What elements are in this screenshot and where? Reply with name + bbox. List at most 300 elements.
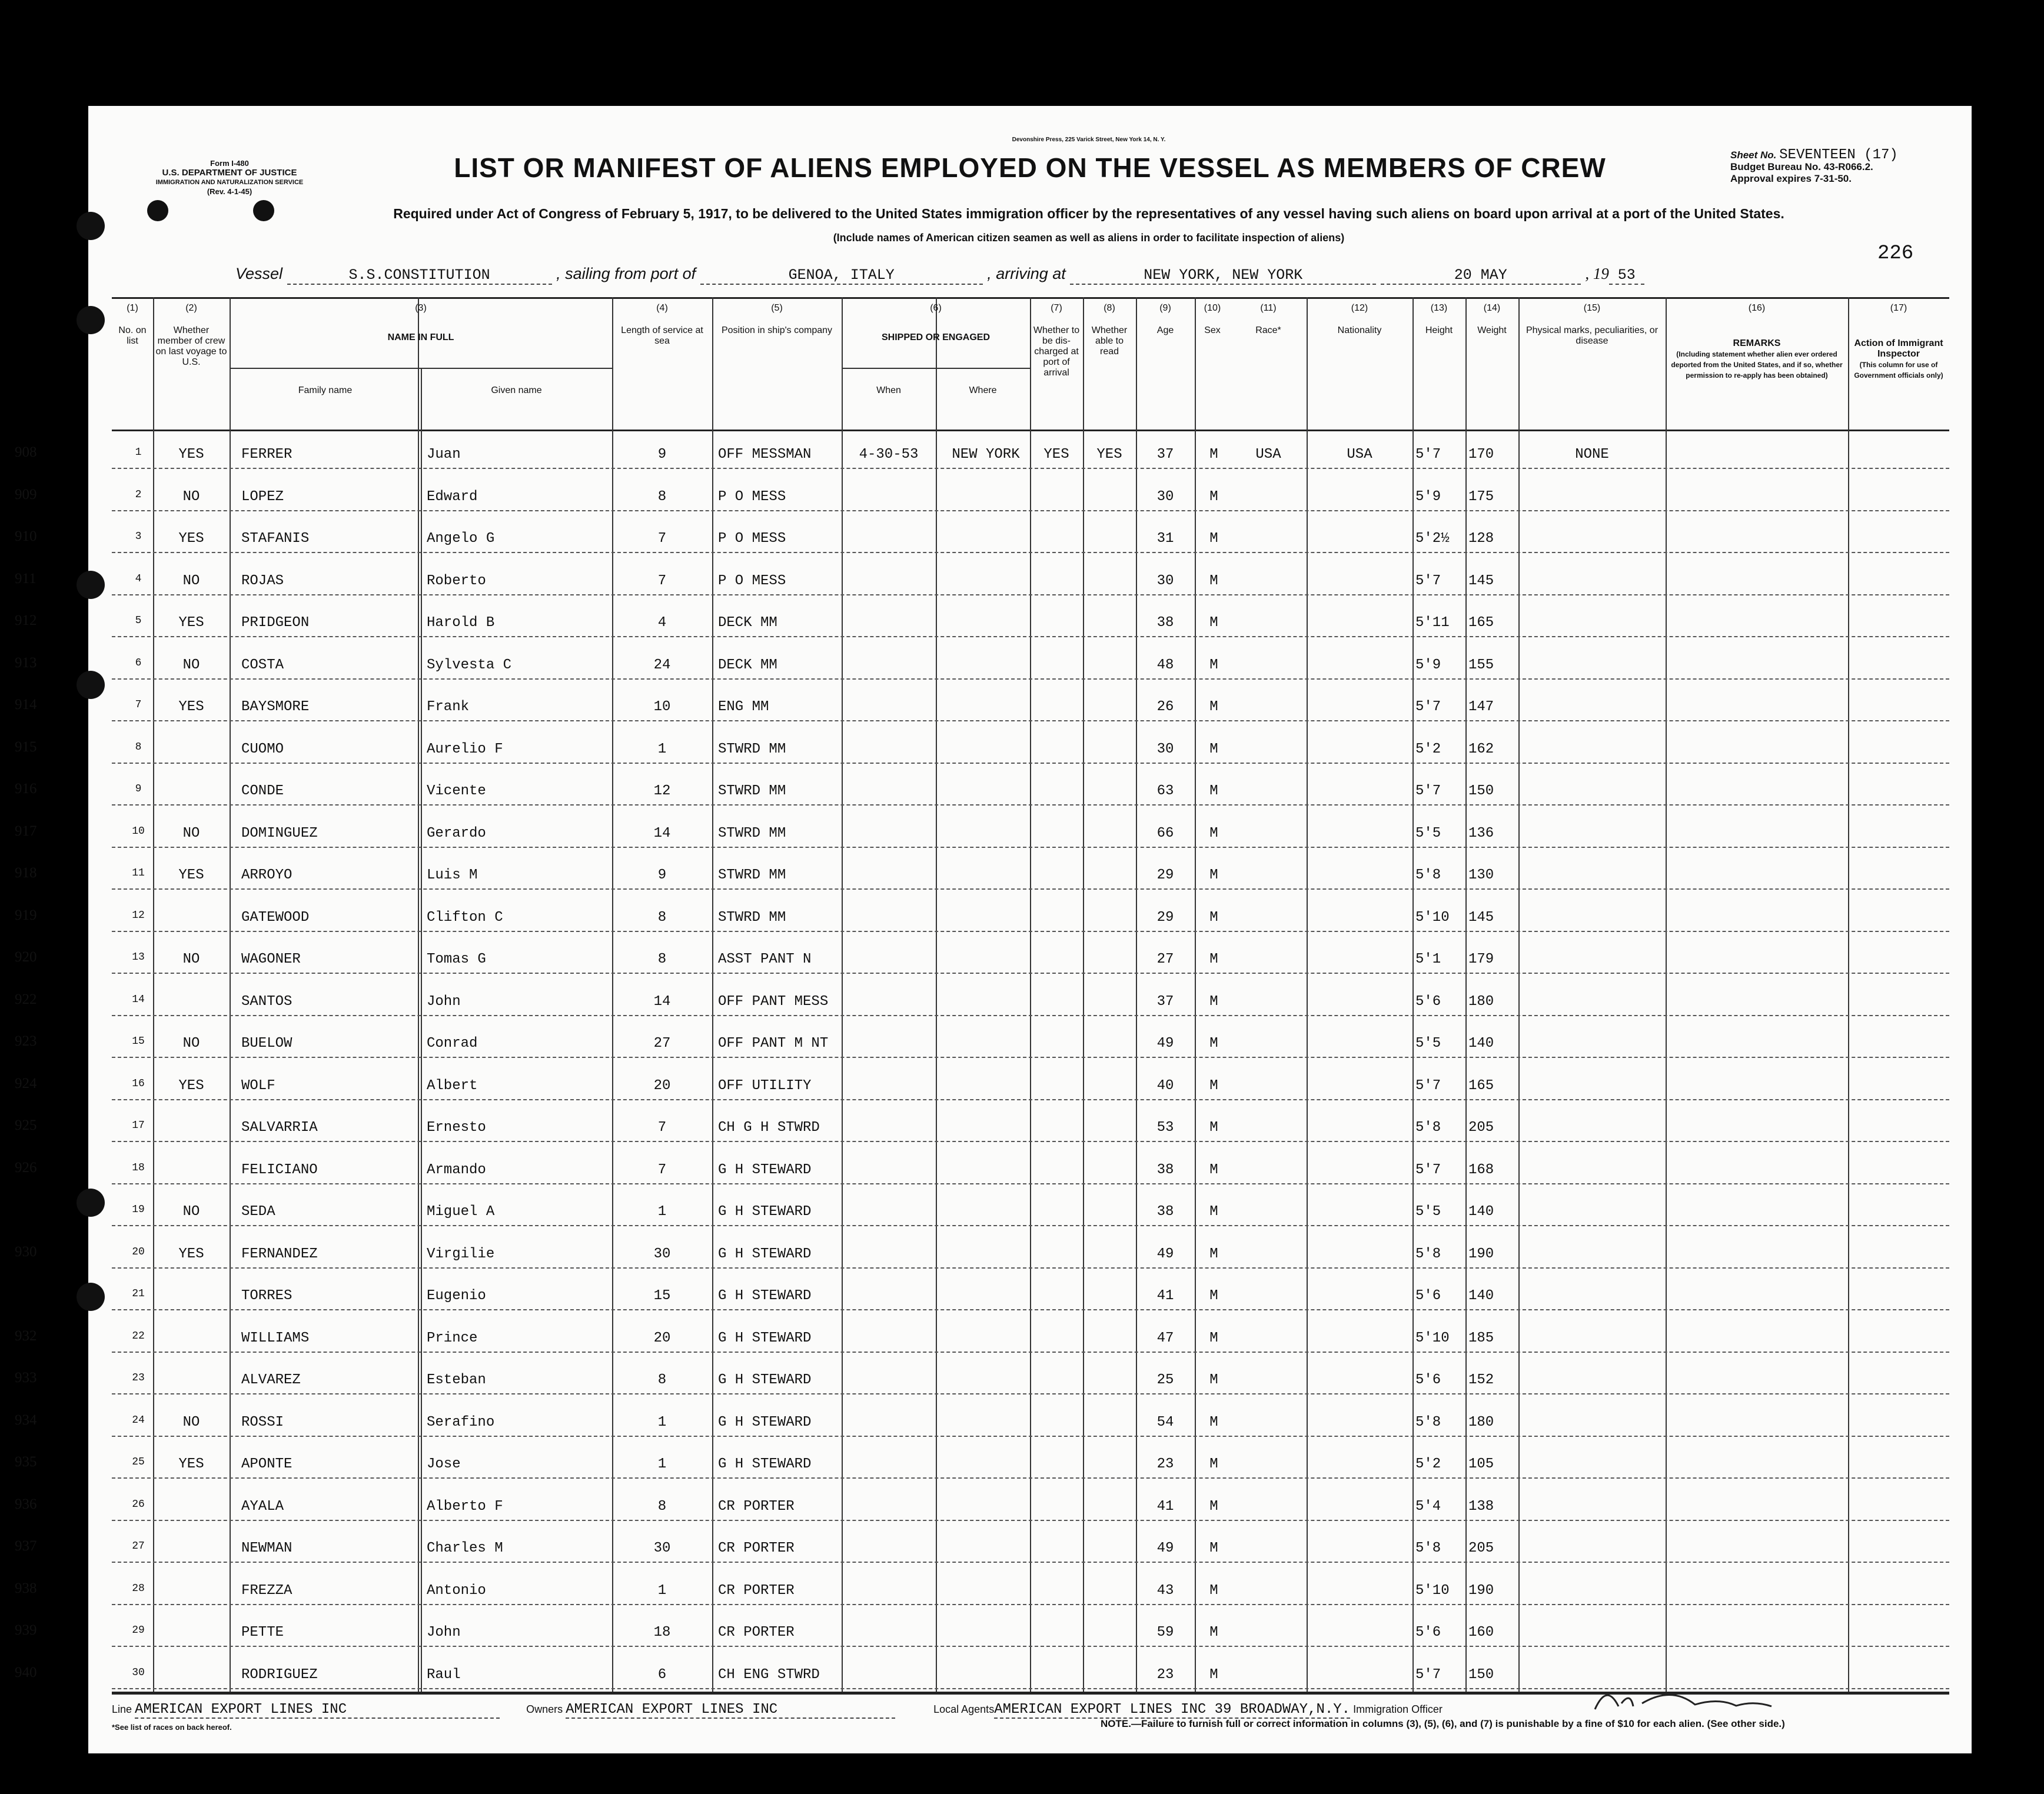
cell-ht: 5'8: [1415, 867, 1441, 883]
cell-prev: NO: [182, 1204, 200, 1220]
cell-age: 43: [1156, 1582, 1174, 1599]
column-number: (8): [1104, 303, 1115, 313]
cell-given: John: [427, 1625, 461, 1640]
manifest-line-number: 920: [15, 949, 37, 965]
cell-ht: 5'7: [1415, 573, 1441, 589]
cell-ht: 5'5: [1415, 825, 1441, 841]
manifest-line-number: 924: [15, 1075, 37, 1091]
cell-given: Angelo G: [427, 531, 495, 547]
cell-prev: NO: [182, 488, 200, 505]
cell-no: 2: [135, 488, 142, 501]
manifest-line-number: 936: [15, 1496, 37, 1512]
manifest-line-number: 939: [15, 1622, 37, 1638]
cell-wt: 150: [1468, 783, 1494, 799]
column-number: (17): [1890, 303, 1907, 313]
cell-pos: P O MESS: [718, 488, 786, 505]
column-header: Nationality: [1337, 325, 1382, 335]
column-header: Whether able to read: [1091, 325, 1128, 357]
cell-no: 5: [135, 615, 142, 627]
cell-sex: M: [1209, 1120, 1218, 1136]
cell-family: NEWMAN: [241, 1540, 293, 1556]
cell-age: 23: [1156, 1456, 1174, 1472]
cell-ht: 5'2: [1415, 1456, 1441, 1472]
cell-svc: 7: [657, 531, 667, 547]
column-number: (7): [1051, 303, 1062, 313]
cell-family: PRIDGEON: [241, 615, 310, 631]
cell-pos: G H STEWARD: [718, 1161, 812, 1178]
table-row: [15, 1485, 1949, 1526]
cell-sex: M: [1209, 1540, 1218, 1556]
cell-sex: M: [1209, 1372, 1218, 1388]
punch-hole: [77, 212, 105, 240]
cell-sex: M: [1209, 783, 1218, 799]
cell-sex: M: [1209, 993, 1218, 1010]
cell-family: GATEWOOD: [241, 909, 310, 926]
cell-age: 37: [1156, 993, 1174, 1010]
cell-svc: 12: [653, 783, 671, 799]
cell-family: FERNANDEZ: [241, 1246, 318, 1262]
cell-age: 38: [1156, 1204, 1174, 1220]
cell-when: 4-30-53: [859, 447, 919, 462]
cell-sex: M: [1209, 825, 1218, 841]
manifest-line-number: 917: [15, 823, 37, 839]
column-number: (10): [1204, 303, 1221, 313]
cell-svc: 7: [657, 1120, 667, 1136]
crew-table: [15, 297, 1949, 1692]
manifest-line-number: 938: [15, 1580, 37, 1596]
column-number: (6): [930, 303, 942, 313]
table-row: [15, 1064, 1949, 1105]
cell-no: 29: [132, 1625, 145, 1636]
cell-pos: P O MESS: [718, 573, 786, 589]
arrival-field: NEW YORK, NEW YORK: [1070, 267, 1376, 285]
manifest-line-number: 926: [15, 1159, 37, 1176]
cell-pos: CH G H STWRD: [718, 1120, 820, 1136]
cell-marks: NONE: [1575, 447, 1609, 462]
cell-wt: 147: [1468, 699, 1494, 715]
cell-no: 17: [132, 1120, 145, 1131]
column-header: Sex: [1204, 325, 1221, 335]
cell-sex: M: [1209, 909, 1218, 926]
cell-prev: YES: [178, 1077, 204, 1094]
cell-given: Prince: [427, 1330, 478, 1346]
column-number: (4): [656, 303, 668, 313]
statute-notice: Required under Act of Congress of February 5, 1917, to be delivered to the United States immigration officer by the representatives of any vessel having such aliens on board upon arrival at a port of the United States.: [393, 206, 1784, 221]
cell-prev: NO: [182, 1414, 200, 1430]
cell-age: 40: [1156, 1077, 1174, 1094]
column-number: (2): [185, 303, 197, 313]
cell-wt: 162: [1468, 741, 1494, 757]
column-number: (1): [127, 303, 138, 313]
footer-line: Line AMERICAN EXPORT LINES INC Owners AMERICAN EXPORT LINES INC Local AgentsAMERICAN EXPORT LINES INC 39 BROADWAY,N.Y. Immigration Officer: [112, 1702, 1443, 1718]
cell-wt: 138: [1468, 1498, 1494, 1515]
cell-given: Clifton C: [427, 909, 503, 926]
cell-ht: 5'2½: [1415, 531, 1450, 547]
cell-wt: 179: [1468, 951, 1494, 967]
cell-ht: 5'10: [1415, 909, 1450, 926]
manifest-line-number: 912: [15, 613, 37, 628]
cell-family: FERRER: [241, 447, 293, 462]
cell-wt: 152: [1468, 1372, 1494, 1388]
cell-svc: 24: [653, 657, 671, 673]
punch-hole: [77, 571, 105, 599]
manifest-line-number: 918: [15, 865, 37, 881]
cell-ht: 5'5: [1415, 1036, 1441, 1051]
cell-wt: 145: [1468, 909, 1494, 926]
cell-nat: USA: [1347, 447, 1372, 462]
table-row: [15, 1569, 1949, 1610]
cell-family: WILLIAMS: [241, 1330, 310, 1346]
column-header: NAME IN FULL: [387, 332, 454, 342]
cell-age: 26: [1156, 699, 1174, 715]
cell-family: AYALA: [241, 1498, 284, 1515]
table-row: [15, 475, 1949, 516]
punch-hole: [77, 306, 105, 334]
column-header: Height: [1425, 325, 1453, 335]
cell-prev: YES: [178, 615, 204, 631]
cell-wt: 205: [1468, 1120, 1494, 1136]
cell-given: Tomas G: [427, 951, 486, 967]
cell-wt: 128: [1468, 531, 1494, 547]
cell-family: PETTE: [241, 1625, 284, 1640]
column-header: Weight: [1477, 325, 1507, 335]
table-row: [15, 601, 1949, 642]
table-row: [15, 559, 1949, 600]
cell-wt: 155: [1468, 657, 1494, 673]
cell-no: 21: [132, 1288, 145, 1300]
cell-sex: M: [1209, 1288, 1218, 1304]
cell-wt: 145: [1468, 573, 1494, 589]
cell-given: Conrad: [427, 1036, 478, 1051]
cell-ht: 5'5: [1415, 1204, 1441, 1220]
cell-wt: 130: [1468, 867, 1494, 883]
cell-pos: OFF MESSMAN: [718, 447, 812, 462]
cell-age: 30: [1156, 741, 1174, 757]
cell-family: COSTA: [241, 657, 284, 673]
cell-wt: 140: [1468, 1204, 1494, 1220]
cell-sex: M: [1209, 531, 1218, 547]
manifest-line-number: 913: [15, 654, 37, 671]
cell-pos: DECK MM: [718, 615, 777, 631]
cell-dis: YES: [1043, 447, 1069, 462]
cell-svc: 1: [657, 1204, 667, 1220]
cell-given: Luis M: [427, 867, 478, 883]
cell-no: 18: [132, 1161, 145, 1174]
cell-no: 28: [132, 1582, 145, 1595]
cell-sex: M: [1209, 1077, 1218, 1094]
manifest-line-number: 909: [15, 486, 37, 502]
cell-sex: M: [1209, 1246, 1218, 1262]
cell-pos: G H STEWARD: [718, 1288, 812, 1304]
cell-ht: 5'7: [1415, 1161, 1441, 1178]
cell-ht: 5'7: [1415, 783, 1441, 799]
cell-given: Aurelio F: [427, 741, 503, 757]
cell-sex: M: [1209, 1204, 1218, 1220]
cell-svc: 18: [653, 1625, 671, 1640]
cell-family: ROJAS: [241, 573, 284, 589]
cell-no: 4: [135, 573, 142, 585]
cell-family: WOLF: [241, 1077, 275, 1094]
cell-age: 29: [1156, 867, 1174, 883]
cell-family: CUOMO: [241, 741, 284, 757]
table-row: [15, 811, 1949, 853]
officer-signature: [1589, 1680, 1777, 1721]
cell-wt: 140: [1468, 1288, 1494, 1304]
cell-pos: STWRD MM: [718, 909, 786, 926]
page-title: LIST OR MANIFEST OF ALIENS EMPLOYED ON THE VESSEL AS MEMBERS OF CREW: [454, 152, 1606, 183]
cell-svc: 30: [653, 1540, 671, 1556]
cell-pos: CR PORTER: [718, 1582, 795, 1599]
cell-age: 53: [1156, 1120, 1174, 1136]
cell-no: 26: [132, 1498, 145, 1510]
cell-family: SEDA: [241, 1204, 275, 1220]
column-subheader: Family name: [298, 385, 353, 395]
cell-pos: OFF PANT M NT: [718, 1036, 829, 1051]
column-subheader: Given name: [491, 385, 542, 395]
cell-family: DOMINGUEZ: [241, 825, 318, 841]
column-header: Position in ship's company: [721, 325, 833, 335]
table-row: [15, 1610, 1949, 1652]
cell-ht: 5'7: [1415, 447, 1441, 462]
table-row: [15, 1400, 1949, 1442]
cell-pos: G H STEWARD: [718, 1414, 812, 1430]
cell-pos: G H STEWARD: [718, 1372, 812, 1388]
cell-no: 1: [135, 447, 142, 458]
cell-svc: 7: [657, 573, 667, 589]
cell-family: FREZZA: [241, 1582, 293, 1599]
table-row: [15, 1358, 1949, 1399]
cell-pos: DECK MM: [718, 657, 777, 673]
column-number: (9): [1159, 303, 1171, 313]
manifest-line-number: 916: [15, 781, 37, 797]
cell-svc: 14: [653, 993, 671, 1010]
cell-given: Virgilie: [427, 1246, 495, 1262]
manifest-line-number: 930: [15, 1243, 37, 1260]
cell-age: 38: [1156, 1161, 1174, 1178]
cell-sex: M: [1209, 1625, 1218, 1640]
cell-age: 30: [1156, 488, 1174, 505]
cell-sex: M: [1209, 615, 1218, 631]
cell-pos: OFF PANT MESS: [718, 993, 829, 1010]
table-row: [15, 1106, 1949, 1147]
manifest-line-number: 922: [15, 991, 37, 1007]
cell-family: SANTOS: [241, 993, 293, 1010]
cell-wt: 190: [1468, 1246, 1494, 1262]
manifest-line-number: 934: [15, 1412, 37, 1428]
cell-ht: 5'6: [1415, 1625, 1441, 1640]
printer-imprint: Devonshire Press, 225 Varick Street, New York 14, N. Y.: [1012, 137, 1166, 143]
cell-ht: 5'7: [1415, 1666, 1441, 1683]
cell-ht: 5'6: [1415, 1288, 1441, 1304]
manifest-line-number: 911: [15, 570, 36, 587]
cell-no: 13: [132, 951, 145, 963]
table-row: [15, 1232, 1949, 1273]
cell-svc: 8: [657, 909, 667, 926]
column-header: REMARKS (Including statement whether alien ever ordered deported from the United States, and if so, whether permission to re-apply has been obtained): [1671, 338, 1843, 380]
cell-sex: M: [1209, 447, 1218, 462]
cell-family: STAFANIS: [241, 531, 310, 547]
cell-ht: 5'6: [1415, 993, 1441, 1010]
cell-svc: 1: [657, 741, 667, 757]
column-header: No. on list: [118, 325, 147, 346]
cell-pos: CR PORTER: [718, 1625, 795, 1640]
cell-svc: 9: [657, 447, 667, 462]
table-row: [15, 1526, 1949, 1567]
manifest-line-number: 933: [15, 1370, 37, 1386]
cell-age: 54: [1156, 1414, 1174, 1430]
cell-given: Eugenio: [427, 1288, 486, 1304]
cell-given: Harold B: [427, 615, 495, 631]
cell-given: Charles M: [427, 1540, 503, 1556]
cell-age: 31: [1156, 531, 1174, 547]
cell-no: 15: [132, 1036, 145, 1047]
table-row: [112, 1190, 1949, 1231]
column-header: Age: [1156, 325, 1174, 335]
cell-given: Sylvesta C: [427, 657, 512, 673]
cell-svc: 4: [657, 615, 667, 631]
cell-ht: 5'8: [1415, 1120, 1441, 1136]
cell-svc: 9: [657, 867, 667, 883]
cell-given: Serafino: [427, 1414, 495, 1430]
cell-race: USA: [1255, 447, 1281, 462]
cell-prev: NO: [182, 573, 200, 589]
manifest-line-number: 925: [15, 1117, 37, 1133]
table-row: [15, 937, 1949, 978]
cell-wt: 160: [1468, 1625, 1494, 1640]
cell-pos: CH ENG STWRD: [718, 1666, 820, 1683]
column-number: (13): [1430, 303, 1448, 313]
cell-wt: 175: [1468, 488, 1494, 505]
column-number: (16): [1748, 303, 1766, 313]
cell-no: 11: [132, 867, 145, 879]
cell-no: 27: [132, 1540, 145, 1552]
manifest-line-number: 908: [15, 444, 37, 460]
cell-given: Antonio: [427, 1582, 486, 1599]
column-header: Physical marks, peculiarities, or disease: [1525, 325, 1659, 346]
cell-wt: 190: [1468, 1582, 1494, 1599]
cell-age: 37: [1156, 447, 1174, 462]
cell-family: BUELOW: [241, 1036, 293, 1051]
table-row: [15, 1316, 1949, 1357]
manifest-line-number: 937: [15, 1538, 37, 1554]
cell-age: 38: [1156, 615, 1174, 631]
cell-ht: 5'9: [1415, 488, 1441, 505]
cell-svc: 20: [653, 1330, 671, 1346]
cell-given: Esteban: [427, 1372, 486, 1388]
cell-ht: 5'8: [1415, 1246, 1441, 1262]
voyage-line: Vessel S.S.CONSTITUTION , sailing from port of GENOA, ITALY , arriving at NEW YORK, NEW YORK 20 MAY , 19 53: [235, 265, 1883, 285]
column-header: Race*: [1255, 325, 1281, 335]
cell-wt: 180: [1468, 993, 1494, 1010]
port-field: GENOA, ITALY: [700, 267, 983, 285]
cell-age: 47: [1156, 1330, 1174, 1346]
cell-no: 6: [135, 657, 142, 669]
cell-prev: YES: [178, 1456, 204, 1472]
cell-age: 25: [1156, 1372, 1174, 1388]
cell-read: YES: [1096, 447, 1122, 462]
cell-svc: 10: [653, 699, 671, 715]
cell-ht: 5'10: [1415, 1582, 1450, 1599]
cell-svc: 30: [653, 1246, 671, 1262]
cell-no: 25: [132, 1456, 145, 1468]
punch-hole: [77, 1283, 105, 1311]
penalty-note: NOTE.—Failure to furnish full or correct information in columns (3), (5), (6), and (7) is punishable by a fine of $10 for each alien. (See other side.): [1101, 1718, 1785, 1729]
cell-ht: 5'7: [1415, 1077, 1441, 1094]
cell-given: Alberto F: [427, 1498, 503, 1515]
cell-age: 63: [1156, 783, 1174, 799]
cell-given: Gerardo: [427, 825, 486, 841]
cell-svc: 8: [657, 951, 667, 967]
cell-pos: STWRD MM: [718, 783, 786, 799]
date-field: 20 MAY: [1381, 267, 1581, 285]
manifest-line-number: 915: [15, 738, 37, 755]
cell-svc: 1: [657, 1582, 667, 1599]
table-row: [15, 1021, 1949, 1063]
cell-given: Frank: [427, 699, 470, 715]
table-row: [15, 1148, 1949, 1189]
punch-hole: [77, 671, 105, 699]
cell-no: 20: [132, 1246, 145, 1258]
sheet-info: Sheet No. SEVENTEEN (17) Budget Bureau No. 43-R066.2. Approval expires 7-31-50.: [1730, 147, 1898, 184]
cell-ht: 5'4: [1415, 1498, 1441, 1515]
cell-sex: M: [1209, 1330, 1218, 1346]
cell-no: 24: [132, 1414, 145, 1426]
cell-svc: 14: [653, 825, 671, 841]
cell-ht: 5'8: [1415, 1414, 1441, 1430]
cell-ht: 5'6: [1415, 1372, 1441, 1388]
table-row: [15, 517, 1949, 558]
cell-where: NEW YORK: [952, 447, 1020, 462]
cell-pos: ASST PANT N: [718, 951, 812, 967]
cell-prev: NO: [182, 657, 200, 673]
cell-pos: G H STEWARD: [718, 1246, 812, 1262]
cell-wt: 170: [1468, 447, 1494, 462]
cell-svc: 15: [653, 1288, 671, 1304]
cell-wt: 136: [1468, 825, 1494, 841]
cell-age: 66: [1156, 825, 1174, 841]
cell-wt: 205: [1468, 1540, 1494, 1556]
cell-no: 10: [132, 825, 145, 837]
cell-wt: 185: [1468, 1330, 1494, 1346]
cell-sex: M: [1209, 699, 1218, 715]
cell-family: CONDE: [241, 783, 284, 799]
manifest-line-number: 919: [15, 907, 37, 923]
cell-sex: M: [1209, 488, 1218, 505]
cell-ht: 5'11: [1415, 615, 1450, 631]
cell-age: 49: [1156, 1246, 1174, 1262]
cell-wt: 140: [1468, 1036, 1494, 1051]
cell-no: 22: [132, 1330, 145, 1342]
cell-svc: 8: [657, 1498, 667, 1515]
cell-pos: OFF UTILITY: [718, 1077, 812, 1094]
cell-age: 41: [1156, 1288, 1174, 1304]
cell-age: 29: [1156, 909, 1174, 926]
cell-wt: 165: [1468, 1077, 1494, 1094]
cell-no: 8: [135, 741, 142, 753]
table-row: [15, 432, 1949, 474]
manifest-line-number: 923: [15, 1033, 37, 1049]
cell-family: BAYSMORE: [241, 699, 310, 715]
cell-family: WAGONER: [241, 951, 301, 967]
cell-wt: 165: [1468, 615, 1494, 631]
cell-family: FELICIANO: [241, 1161, 318, 1178]
manifest-sheet: [15, 106, 1972, 1753]
cell-family: ARROYO: [241, 867, 293, 883]
cell-age: 27: [1156, 951, 1174, 967]
cell-sex: M: [1209, 657, 1218, 673]
cell-pos: G H STEWARD: [718, 1330, 812, 1346]
vessel-field: S.S.CONSTITUTION: [287, 267, 552, 285]
